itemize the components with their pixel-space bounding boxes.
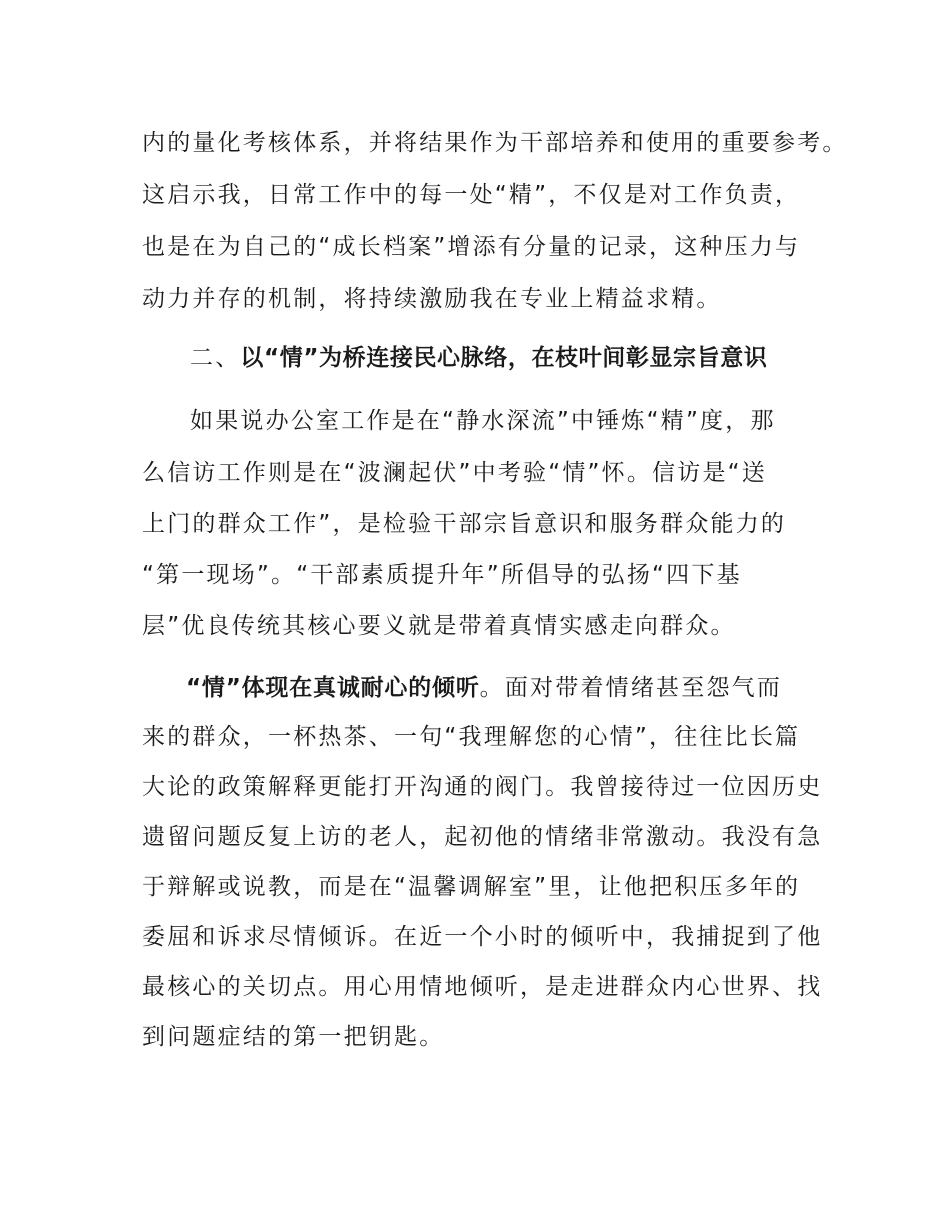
para3-lead-rest: 。面对带着情绪甚至怨气而 xyxy=(479,675,783,701)
section-heading-title: 以“情”为桥连接民心脉络，在枝叶间彰显宗旨意识 xyxy=(240,345,768,371)
para3-line-6: 委屈和诉求尽情倾诉。在近一个小时的倾听中，我捕捉到了他 xyxy=(142,924,823,950)
section-heading-number: 二、 xyxy=(190,345,241,371)
para1-line-4: 动力并存的机制，将持续激励我在专业上精益求精。 xyxy=(142,286,722,312)
para3-line-4: 遗留问题反复上访的老人，起初他的情绪非常激动。我没有急 xyxy=(142,824,823,850)
para3-line-8: 到问题症结的第一把钥匙。 xyxy=(142,1024,445,1050)
para2-line-1: 如果说办公室工作是在“静水深流”中锤炼“精”度，那 xyxy=(190,408,776,434)
para3-line-1 xyxy=(186,673,782,703)
para1-line-1: 内的量化考核体系，并将结果作为干部培养和使用的重要参考。 xyxy=(142,130,848,156)
para3-line-3: 大论的政策解释更能打开沟通的阀门。我曾接待过一位因历史 xyxy=(142,774,823,800)
para2-line-2: 么信访工作则是在“波澜起伏”中考验“情”怀。信访是“送 xyxy=(142,460,767,486)
para2-line-4: “第一现场”。“干部素质提升年”所倡导的弘扬“四下基 xyxy=(142,562,742,588)
para2-line-3: 上门的群众工作”，是检验干部宗旨意识和服务群众能力的 xyxy=(142,511,787,537)
para2-line-5: 层”优良传统其核心要义就是带着真情实感走向群众。 xyxy=(142,613,736,639)
para3-lead-bold: “情”体现在真诚耐心的倾听 xyxy=(186,675,480,701)
para3-line-2: 来的群众，一杯热茶、一句“我理解您的心情”，往往比长篇 xyxy=(142,724,801,750)
para3-line-5: 于辩解或说教，而是在“温馨调解室”里，让他把积压多年的 xyxy=(142,874,801,900)
para1-line-3: 也是在为自己的“成长档案”增添有分量的记录，这种压力与 xyxy=(142,234,801,260)
para1-line-2: 这启示我，日常工作中的每一处“精”，不仅是对工作负责， xyxy=(142,182,801,208)
section-heading-2 xyxy=(190,343,767,373)
para3-line-7: 最核心的关切点。用心用情地倾听，是走进群众内心世界、找 xyxy=(142,974,823,1000)
